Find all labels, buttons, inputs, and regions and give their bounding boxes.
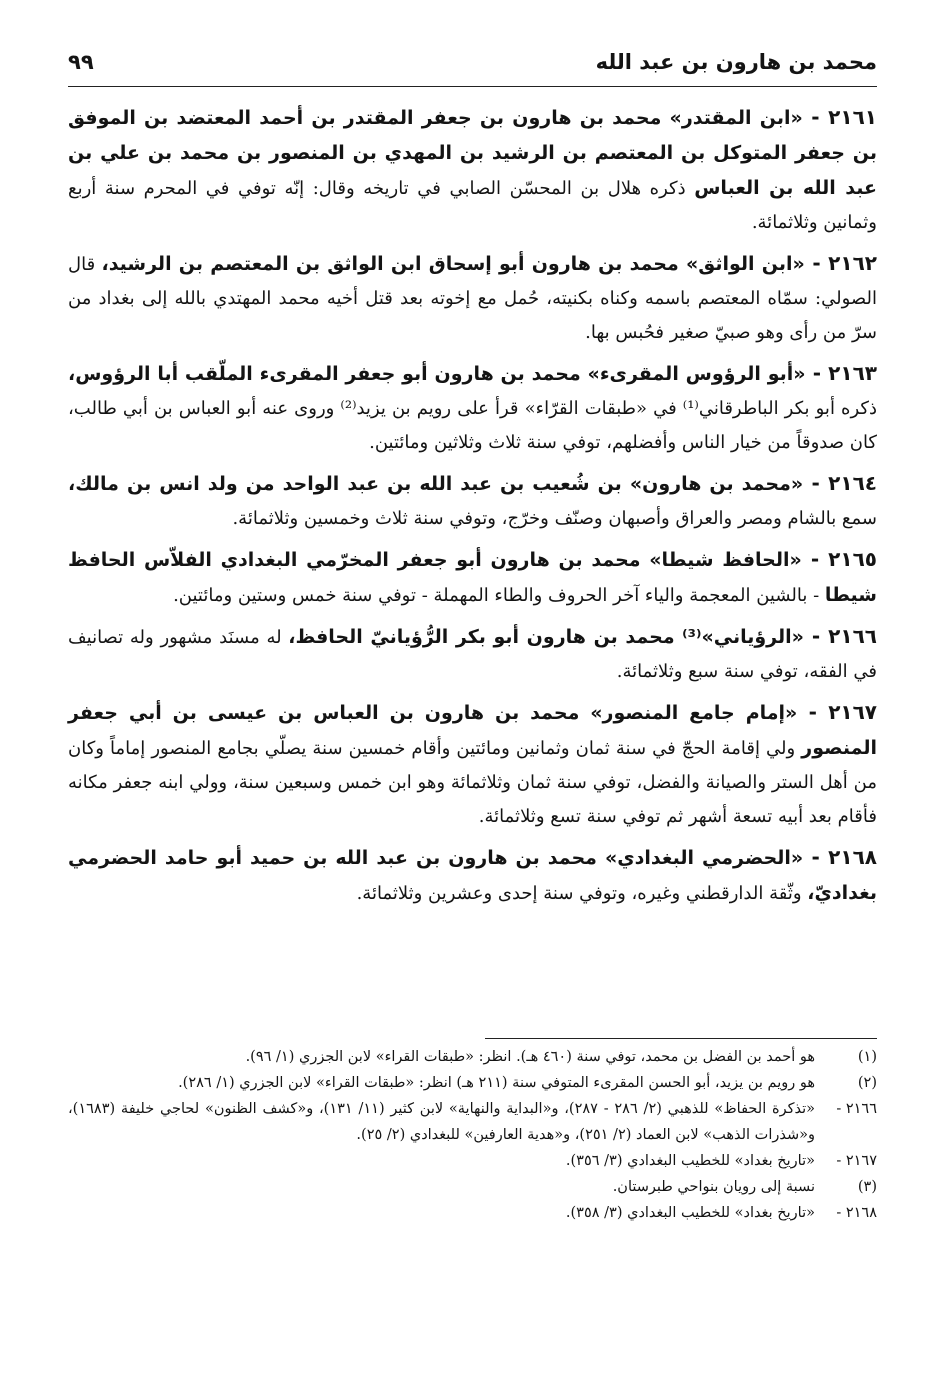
entry-number: ٢١٦٢ xyxy=(828,251,877,275)
entry-heading: «إمام جامع المنصور» محمد بن هارون بن العباس بن عيسى بن أبي جعفر المنصور xyxy=(68,702,877,759)
footnote-marker: ٢١٦٨ - xyxy=(836,1205,877,1221)
footnote-text: هو رويم بن يزيد، أبو الحسن المقرىء المتوفي سنة (٢١١ هـ) انظر: «طبقات القراء» لابن الجزري (١/ ٢٨٦). xyxy=(178,1075,815,1091)
page-number: ٩٩ xyxy=(68,50,94,74)
footnote xyxy=(68,1096,877,1148)
entry-number: ٢١٦٧ xyxy=(828,700,878,724)
entry-number: ٢١٦٣ xyxy=(828,361,877,385)
entry-body: ذكره أبو بكر الباطرقاني⁽¹⁾ في «طبقات القرّاء» قرأ على رويم بن يزيد⁽²⁾ وروى عنه أبو العباس بن أبي طالب، كان صدوقاً من خيار الناس وأفضلهم، توفي سنة ثلاث وثلاثين ومائتين. xyxy=(68,398,877,453)
entry-2168: ٢١٦٨ - «الحضرمي البغدادي» محمد بن هارون بن عبد الله بن حميد أبو حامد الحضرمي بغداديّ، وثّقة الدارقطني وغيره، وتوفي سنة إحدى وعشرين وثلاثمائة. xyxy=(68,845,877,904)
footnote xyxy=(68,1070,877,1096)
entry-body: ذكره هلال بن المحسّن الصابي في تاريخه وقال: إنّه توفي في المحرم سنة أربع وثمانين وثلاثمائة. xyxy=(68,178,877,233)
footnote-marker: (٢) xyxy=(857,1075,877,1091)
footnote-text: نسبة إلى رويان بنواحي طبرستان. xyxy=(612,1179,815,1195)
entry-heading: «الحافظ شيطا» محمد بن هارون أبو جعفر المخرّمي البغدادي الفلاّس الحافظ شيطا xyxy=(68,549,877,606)
entry-heading: «محمد بن هارون» بن شُعيب بن عبد الله بن عبد الواحد من ولد انس بن مالك، xyxy=(68,473,804,495)
entry-2164: ٢١٦٤ - «محمد بن هارون» بن شُعيب بن عبد الله بن عبد الواحد من ولد انس بن مالك، سمع بالشام ومصر والعراق وأصبهان وصنّف وخرّج، وتوفي سنة ثلاث وخمسين وثلاثمائة. xyxy=(68,471,877,529)
footnote-marker: (٣) xyxy=(857,1179,877,1195)
entry-number: ٢١٦٦ xyxy=(828,624,877,648)
entry-2167: ٢١٦٧ - «إمام جامع المنصور» محمد بن هارون بن العباس بن عيسى بن أبي جعفر المنصور ولي إقامة الحجّ في سنة ثمان وثمانين ومائتين وأقام خمسين سنة يصلّي بجامع المنصور إماماً وكان من أهل الستر والصيانة والفضل، توفي سنة ثمان وثلاثمائة وهو ابن خمس وسبعين سنة، وولي ابنه جعفر مكانه فأقام بعد أبيه تسعة أشهر ثم توفي سنة تسع وثلاثمائة. xyxy=(68,700,878,827)
footnote-separator xyxy=(485,1038,877,1039)
entry-heading: «الحضرمي البغدادي» محمد بن هارون بن عبد الله بن حميد أبو حامد الحضرمي بغداديّ، xyxy=(68,847,877,904)
biographical-entries xyxy=(68,100,877,917)
entry-heading: «الرؤياني»⁽³⁾ محمد بن هارون أبو بكر الرُّؤيانيّ الحافظ، xyxy=(288,626,804,648)
footnote xyxy=(68,1044,877,1070)
running-title: محمد بن هارون بن عبد الله xyxy=(595,50,877,74)
entry-body: سمع بالشام ومصر والعراق وأصبهان وصنّف وخرّج، وتوفي سنة ثلاث وخمسين وثلاثمائة. xyxy=(232,508,877,529)
entry-number: ٢١٦٤ xyxy=(828,471,877,495)
entry-heading: «ابن الواثق» محمد بن هارون أبو إسحاق ابن الواثق بن المعتصم بن الرشيد، xyxy=(101,253,805,275)
entry-number: ٢١٦٥ xyxy=(828,547,877,571)
entry-body: قال الصولي: سمّاه المعتصم باسمه وكناه بكنيته، حُمل مع إخوته بعد قتل أخيه محمد المهتدي بالله إلى بغداد من سرّ من رأى وهو صبيّ صغير فحُبس بها. xyxy=(68,254,877,343)
entry-body: ولي إقامة الحجّ في سنة ثمان وثمانين ومائتين وأقام خمسين سنة يصلّي بجامع المنصور إماماً وكان من أهل الستر والصيانة والفضل، توفي سنة ثمان وثلاثمائة وهو ابن خمس وسبعين سنة، وولي ابنه جعفر مكانه فأقام بعد أبيه تسعة أشهر ثم توفي سنة تسع وثلاثمائة. xyxy=(68,738,877,827)
footnote-text: هو أحمد بن الفضل بن محمد، توفي سنة (٤٦٠ هـ). انظر: «طبقات القراء» لابن الجزري (١/ ٩٦). xyxy=(245,1049,815,1065)
footnote-text: «تذكرة الحفاظ» للذهبي (٢/ ٢٨٦ - ٢٨٧)، و«البداية والنهاية» لابن كثير (١١/ ١٣١)، و«كشف الظنون» لحاجي خليفة (١٦٨٣)، و«شذرات الذهب» لابن العماد (٢/ ٢٥١)، و«هدية العارفين» للبغدادي (٢/ ٢٥). xyxy=(68,1101,816,1143)
footnote-marker: (١) xyxy=(857,1049,877,1065)
entry-body: له مسنَد مشهور وله تصانيف في الفقه، توفي سنة سبع وثلاثمائة. xyxy=(68,627,877,682)
footnote-text: «تاريخ بغداد» للخطيب البغدادي (٣/ ٣٥٨). xyxy=(565,1205,815,1221)
footnote xyxy=(68,1148,877,1174)
footnote-marker: ٢١٦٧ - xyxy=(836,1153,877,1169)
entry-heading: «ابن المقتدر» محمد بن هارون بن جعفر المقتدر بن أحمد المعتضد بن الموفق بن جعفر المتوكل بن المعتصم بن الرشيد بن المهدي بن المنصور بن محمد بن علي بن عبد الله بن العباس xyxy=(68,107,877,199)
entry-number: ٢١٦١ xyxy=(828,105,877,129)
footnote-text: «تاريخ بغداد» للخطيب البغدادي (٣/ ٣٥٦). xyxy=(565,1153,815,1169)
entry-number: ٢١٦٨ xyxy=(828,845,877,869)
footnote xyxy=(68,1200,877,1226)
footnote xyxy=(68,1174,877,1200)
entry-2165: ٢١٦٥ - «الحافظ شيطا» محمد بن هارون أبو جعفر المخرّمي البغدادي الفلاّس الحافظ شيطا - بالشين المعجمة والياء آخر الحروف والطاء المهملة - توفي سنة خمس وستين ومائتين. xyxy=(68,547,877,606)
entry-body: - بالشين المعجمة والياء آخر الحروف والطاء المهملة - توفي سنة خمس وستين ومائتين. xyxy=(173,585,820,606)
page-header xyxy=(68,46,877,87)
entry-2166: ٢١٦٦ - «الرؤياني»⁽³⁾ محمد بن هارون أبو بكر الرُّؤيانيّ الحافظ، له مسنَد مشهور وله تصانيف في الفقه، توفي سنة سبع وثلاثمائة. xyxy=(68,624,877,682)
entry-2163: ٢١٦٣ - «أبو الرؤوس المقرىء» محمد بن هارون أبو جعفر المقرىء الملّقب أبا الرؤوس، ذكره أبو بكر الباطرقاني⁽¹⁾ في «طبقات القرّاء» قرأ على رويم بن يزيد⁽²⁾ وروى عنه أبو العباس بن أبي طالب، كان صدوقاً من خيار الناس وأفضلهم، توفي سنة ثلاث وثلاثين ومائتين. xyxy=(68,361,877,453)
footnote-marker: ٢١٦٦ - xyxy=(836,1101,877,1117)
entry-heading: «أبو الرؤوس المقرىء» محمد بن هارون أبو جعفر المقرىء الملّقب أبا الرؤوس، xyxy=(68,363,806,385)
entry-2162: ٢١٦٢ - «ابن الواثق» محمد بن هارون أبو إسحاق ابن الواثق بن المعتصم بن الرشيد، قال الصولي: سمّاه المعتصم باسمه وكناه بكنيته، حُمل مع إخوته بعد قتل أخيه محمد المهتدي بالله إلى بغداد من سرّ من رأى وهو صبيّ صغير فحُبس بها. xyxy=(68,251,877,343)
footnotes xyxy=(68,1044,877,1226)
entry-body: وثّقة الدارقطني وغيره، وتوفي سنة إحدى وعشرين وثلاثمائة. xyxy=(356,883,802,904)
entry-2161: ٢١٦١ - «ابن المقتدر» محمد بن هارون بن جعفر المقتدر بن أحمد المعتضد بن الموفق بن جعفر المتوكل بن المعتصم بن الرشيد بن المهدي بن المنصور بن محمد بن علي بن عبد الله بن العباس ذكره هلال بن المحسّن الصابي في تاريخه وقال: إنّه توفي في المحرم سنة أربع وثمانين وثلاثمائة. xyxy=(68,105,877,233)
